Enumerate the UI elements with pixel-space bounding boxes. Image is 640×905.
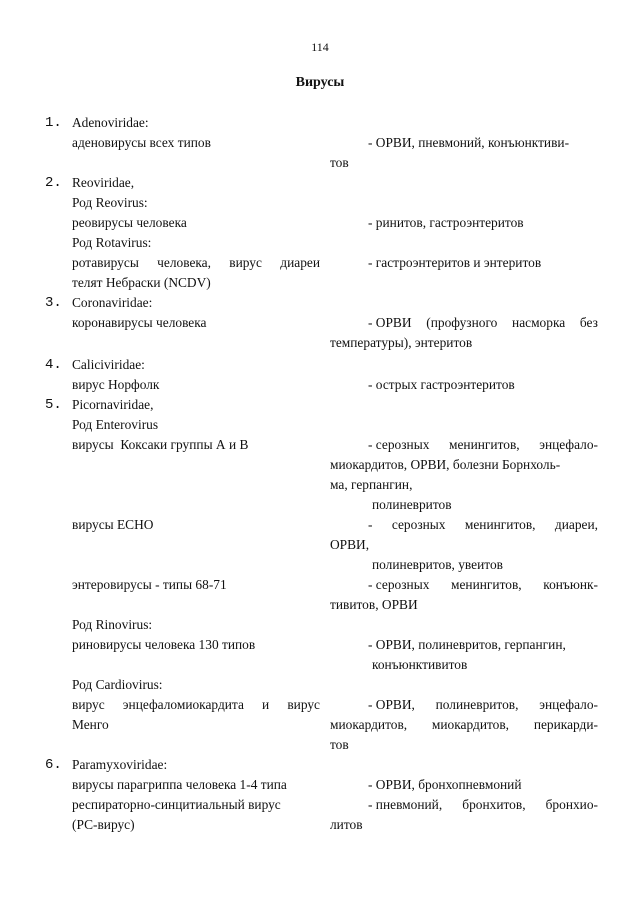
virus-entry: вирусы парагриппа человека 1-4 типа: [72, 777, 287, 792]
family-name: Adenoviridae:: [72, 115, 149, 130]
disease-description: миокардитов, ОРВИ, болезни Борнхоль-: [330, 457, 561, 472]
virus-entry: энтеровирусы - типы 68-71: [72, 577, 227, 592]
genus-label: Род Cardiovirus:: [72, 677, 163, 692]
genus-label: Род Reovirus:: [72, 195, 148, 210]
page-number: 114: [311, 40, 329, 54]
disease-description: ОРВИ,: [330, 537, 370, 552]
virus-entry: коронавирусы человека: [72, 315, 207, 330]
disease-description: - серозных менингитов, конъюнк-: [368, 577, 598, 592]
disease-description: литов: [330, 817, 363, 832]
family-number: 1.: [45, 115, 62, 131]
disease-description: - пневмоний, бронхитов, бронхио-: [368, 797, 598, 812]
virus-entry: вирусы ЕСНО: [72, 517, 154, 532]
page-title: Вирусы: [295, 75, 345, 90]
virus-entry: реовирусы человека: [72, 215, 187, 230]
disease-description: - ринитов, гастроэнтеритов: [368, 215, 524, 230]
disease-description: полиневритов, увеитов: [372, 557, 503, 572]
genus-label: Род Enterovirus: [72, 417, 159, 432]
virus-entry: (РС-вирус): [72, 817, 135, 832]
family-name: Coronaviridae:: [72, 295, 153, 310]
family-name: Paramyxoviridae:: [72, 757, 168, 772]
virus-entry: аденовирусы всех типов: [72, 135, 211, 150]
disease-description: - ОРВИ, полиневритов, герпангин,: [368, 637, 566, 652]
virus-entry: вирус Норфолк: [72, 377, 160, 392]
disease-description: тивитов, ОРВИ: [330, 597, 418, 612]
family-name: Reoviridae,: [72, 175, 135, 190]
disease-description: - острых гастроэнтеритов: [368, 377, 515, 392]
disease-description: - серозных менингитов, энцефало-: [368, 437, 598, 452]
disease-description: - ОРВИ, пневмоний, конъюнктиви-: [368, 135, 570, 150]
disease-description: температуры), энтеритов: [330, 335, 473, 350]
virus-entry: Менго: [72, 717, 109, 732]
virus-entry: вирус энцефаломиокардита и вирус: [72, 697, 320, 712]
disease-description: миокардитов, миокардитов, перикарди-: [330, 717, 598, 732]
family-number: 3.: [45, 295, 62, 311]
disease-description: - серозных менингитов, диареи,: [368, 517, 598, 532]
disease-description: конъюнктивитов: [372, 657, 468, 672]
disease-description: тов: [330, 737, 349, 752]
family-name: Caliciviridae:: [72, 357, 145, 372]
virus-entry: вирусы Коксаки группы А и В: [72, 437, 249, 452]
family-number: 2.: [45, 175, 62, 191]
disease-description: ма, герпангин,: [330, 477, 413, 492]
disease-description: - ОРВИ, полиневритов, энцефало-: [368, 697, 598, 712]
disease-description: - ОРВИ (профузного насморка без: [368, 315, 598, 330]
genus-label: Род Rotavirus:: [72, 235, 152, 250]
genus-label: Род Rinovirus:: [72, 617, 153, 632]
disease-description: - гастроэнтеритов и энтеритов: [368, 255, 542, 270]
virus-entry: телят Небраски (NCDV): [72, 275, 211, 290]
disease-description: тов: [330, 155, 349, 170]
disease-description: - ОРВИ, бронхопневмоний: [368, 777, 522, 792]
family-number: 5.: [45, 397, 62, 413]
virus-entry: ротавирусы человека, вирус диареи: [72, 255, 320, 270]
family-name: Picornaviridae,: [72, 397, 154, 412]
disease-description: полиневритов: [372, 497, 452, 512]
virus-entry: респираторно-синцитиальный вирус: [72, 797, 281, 812]
family-number: 6.: [45, 757, 62, 773]
virus-entry: риновирусы человека 130 типов: [72, 637, 256, 652]
family-number: 4.: [45, 357, 62, 373]
